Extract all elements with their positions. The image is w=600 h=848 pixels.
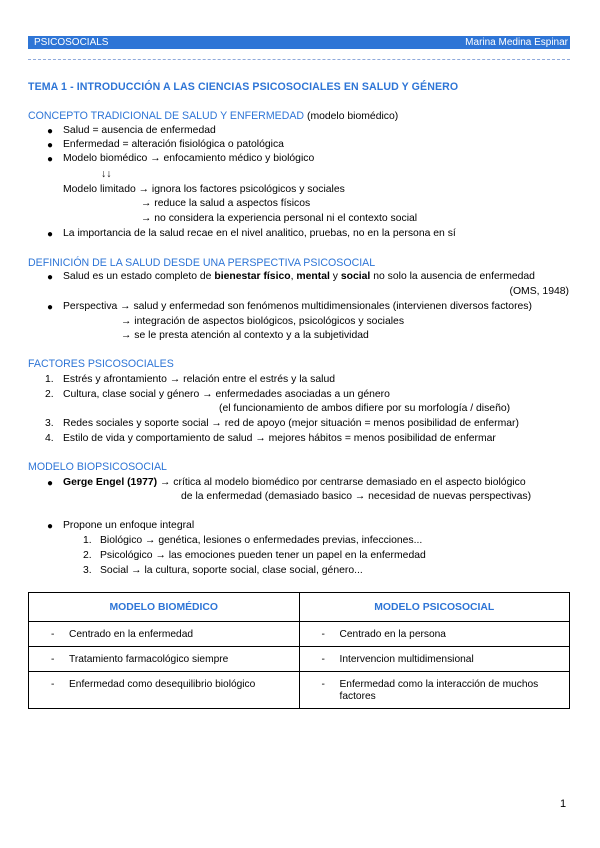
list-number: 3.	[83, 565, 92, 576]
cell-text: Centrado en la enfermedad	[69, 629, 194, 640]
list-item: Estilo de vida y comportamiento de salud → mejores hábitos = menos posibilidad de enfermar	[63, 433, 496, 444]
list-item: La importancia de la salud recae en el nivel analitico, pruebas, no en la persona en sí	[63, 228, 456, 239]
bullet-icon: ●	[47, 272, 54, 283]
section-heading-suffix: (modelo biomédico)	[304, 111, 399, 122]
list-item: Redes sociales y soporte social → red de apoyo (mejor situación = menos posibilidad de enfermar)	[63, 418, 519, 429]
header-subject: PSICOSOCIALS	[34, 37, 109, 48]
bullet-icon: ●	[47, 302, 54, 313]
list-number: 2.	[83, 550, 92, 561]
list-item: Perspectiva → salud y enfermedad son fenómenos multidimensionales (intervienen diversos factores)	[63, 301, 532, 312]
text-line: (el funcionamiento de ambos difiere por su morfología / diseño)	[219, 403, 511, 414]
section-heading-definition: DEFINICIÓN DE LA SALUD DESDE UNA PERSPECTIVA PSICOSOCIAL	[28, 257, 376, 269]
table-cell	[299, 647, 570, 672]
text-span: Salud es un estado completo de	[63, 271, 215, 282]
dash-marker: -	[321, 654, 325, 665]
table-row	[29, 647, 570, 672]
dash-marker: -	[51, 654, 55, 665]
document-title: TEMA 1 - INTRODUCCIÓN A LAS CIENCIAS PSICOSOCIALES EN SALUD Y GÉNERO	[28, 81, 459, 93]
list-number: 4.	[45, 433, 54, 444]
text-line: → se le presta atención al contexto y a la subjetividad	[121, 330, 369, 341]
bullet-icon: ●	[47, 478, 54, 489]
dash-marker: -	[51, 679, 55, 690]
bold-term: mental	[296, 271, 330, 282]
cell-text: Centrado en la persona	[339, 629, 446, 640]
text-span: y	[329, 271, 341, 282]
cell-text: Enfermedad como la interacción de muchos factores	[339, 679, 539, 702]
column-header-biomedical: MODELO BIOMÉDICO	[29, 593, 300, 622]
list-item: Estrés y afrontamiento → relación entre el estrés y la salud	[63, 374, 336, 385]
cell-content	[29, 647, 299, 671]
cell-content	[300, 622, 570, 646]
bold-term: bienestar físico	[214, 271, 291, 282]
section-heading-traditional	[28, 110, 398, 123]
bold-term: Gerge Engel (1977)	[63, 477, 158, 488]
bullet-icon: ●	[47, 521, 54, 532]
list-number: 1.	[83, 535, 92, 546]
dash-marker: -	[51, 629, 55, 640]
text-span: ,	[290, 271, 297, 282]
table-row	[29, 622, 570, 647]
double-down-arrow-icon: ↓↓	[101, 169, 112, 180]
dash-marker: -	[321, 679, 325, 690]
text-span: no solo la ausencia de enfermedad	[370, 271, 535, 282]
citation: (OMS, 1948)	[509, 286, 569, 297]
list-number: 1.	[45, 374, 54, 385]
list-number: 2.	[45, 389, 54, 400]
list-item: Enfermedad = alteración fisiológica o patológica	[63, 139, 284, 150]
list-item: Social → la cultura, soporte social, clase social, género...	[100, 565, 363, 576]
column-header-psychosocial: MODELO PSICOSOCIAL	[299, 593, 570, 622]
bold-term: social	[340, 271, 371, 282]
list-item: Biológico → genética, lesiones o enfermedades previas, infecciones...	[100, 535, 423, 546]
page-header	[28, 36, 570, 49]
list-item: Propone un enfoque integral	[63, 520, 195, 531]
cell-text: Tratamiento farmacológico siempre	[69, 654, 229, 665]
text-line: Modelo limitado → ignora los factores psicológicos y sociales	[63, 184, 345, 195]
list-item	[63, 476, 526, 489]
bullet-icon: ●	[47, 140, 54, 151]
section-heading-factors: FACTORES PSICOSOCIALES	[28, 358, 174, 370]
text-line: de la enfermedad (demasiado basico → necesidad de nuevas perspectivas)	[181, 491, 532, 502]
text-line: → reduce la salud a aspectos físicos	[141, 198, 311, 209]
section-heading-text: CONCEPTO TRADICIONAL DE SALUD Y ENFERMEDAD	[28, 110, 305, 122]
list-item: Modelo biomédico → enfocamiento médico y biológico	[63, 153, 315, 164]
cell-content	[29, 672, 299, 696]
table-cell	[29, 647, 300, 672]
table-header-row	[29, 593, 570, 622]
list-item: Cultura, clase social y género → enfermedades asociadas a un género	[63, 389, 390, 400]
text-span: → crítica al modelo biomédico por centrarse demasiado en el aspecto biológico	[157, 477, 526, 488]
cell-content	[29, 622, 299, 646]
cell-content	[300, 672, 570, 708]
list-item: Salud = ausencia de enfermedad	[63, 125, 216, 136]
bullet-icon: ●	[47, 229, 54, 240]
cell-text: Enfermedad como desequilibrio biológico	[69, 679, 256, 690]
header-divider	[28, 59, 570, 60]
comparison-table	[28, 592, 570, 709]
table-cell	[299, 672, 570, 709]
list-number: 3.	[45, 418, 54, 429]
list-item	[63, 270, 535, 283]
table-cell	[299, 622, 570, 647]
text-line: → integración de aspectos biológicos, psicológicos y sociales	[121, 316, 405, 327]
bullet-icon: ●	[47, 126, 54, 137]
list-item: Psicológico → las emociones pueden tener un papel en la enfermedad	[100, 550, 426, 561]
section-heading-biopsychosocial: MODELO BIOPSICOSOCIAL	[28, 461, 167, 473]
cell-content	[300, 647, 570, 671]
bullet-icon: ●	[47, 154, 54, 165]
table-cell	[29, 622, 300, 647]
cell-text: Intervencion multidimensional	[339, 654, 474, 665]
dash-marker: -	[321, 629, 325, 640]
text-line: → no considera la experiencia personal ni el contexto social	[141, 213, 418, 224]
page-number: 1	[560, 798, 567, 810]
table-row	[29, 672, 570, 709]
header-author: Marina Medina Espinar	[465, 37, 568, 48]
table-cell	[29, 672, 300, 709]
